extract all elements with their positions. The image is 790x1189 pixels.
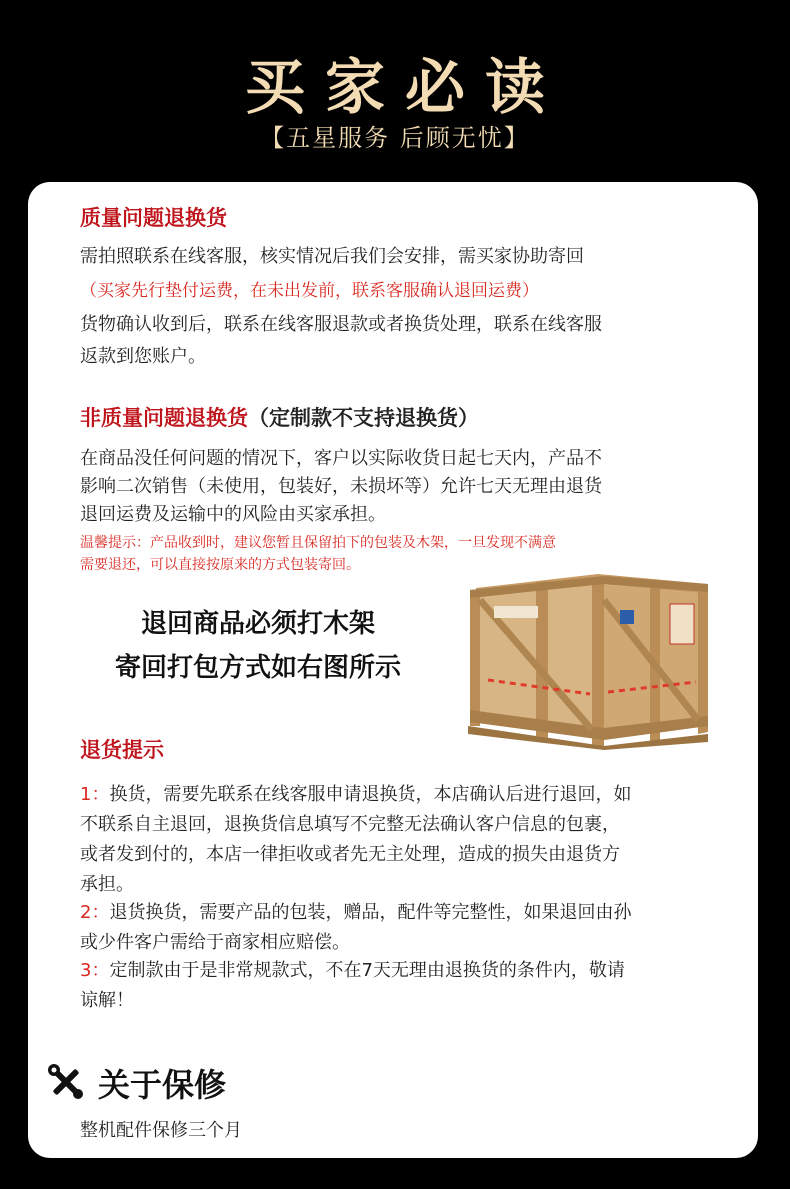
warm-tip-line-2: 需要退还，可以直接按原来的方式包装寄回。 [80, 557, 360, 573]
quality-line-2: 货物确认收到后，联系在线客服退款或者换货处理，联系在线客服 [80, 314, 602, 335]
page-subtitle: 【五星服务 后顾无忧】 [260, 124, 530, 152]
non-quality-line-1: 在商品没任何问题的情况下，客户以实际收货日起七天内，产品不 [80, 448, 602, 469]
warranty-text: 整机配件保修三个月 [80, 1120, 242, 1141]
quality-line-3: 返款到您账户。 [80, 346, 206, 367]
return-tip-2-line-1: 退货换货，需要产品的包装，赠品，配件等完整性，如果退回由孙 [109, 902, 632, 923]
return-tip-3-line-1: 定制款由于是非常规款式，不在7天无理由退换货的条件内，敬请 [109, 960, 625, 981]
return-tip-2-line-2: 或少件客户需给于商家相应赔偿。 [80, 932, 350, 953]
quality-section-title: 质量问题退换货 [80, 206, 227, 230]
return-tip-item-2 [80, 898, 740, 958]
non-quality-title-suffix: （定制款不支持退换货） [248, 406, 479, 430]
return-tip-number-3: 3： [80, 960, 110, 981]
non-quality-title-text: 非质量问题退换货 [80, 406, 248, 430]
tools-icon [46, 1062, 86, 1102]
return-tip-1-line-4: 承担。 [80, 874, 134, 895]
return-tips-title: 退货提示 [80, 738, 164, 762]
return-tip-item-1 [80, 780, 740, 900]
return-tip-number-1: 1： [80, 784, 110, 805]
packing-line-2: 寄回打包方式如右图所示 [114, 653, 401, 683]
non-quality-line-2: 影响二次销售（未使用，包装好，未损坏等）允许七天无理由退货 [80, 476, 602, 497]
packing-line-1: 退回商品必须打木架 [140, 609, 375, 639]
wooden-crate-image [458, 570, 708, 750]
return-tip-number-2: 2： [80, 902, 110, 923]
page-title: 买家必读 [245, 53, 565, 123]
quality-shipping-note: （买家先行垫付运费，在未出发前，联系客服确认退回运费） [80, 281, 539, 301]
return-tip-1-line-1: 换货，需要先联系在线客服申请退换货，本店确认后进行退回，如 [109, 784, 632, 805]
warranty-title: 关于保修 [98, 1066, 227, 1104]
warm-tip-line-1: 温馨提示：产品收到时，建议您暂且保留拍下的包装及木架，一旦发现不满意 [80, 535, 556, 551]
return-tip-1-line-2: 不联系自主退回，退换货信息填写不完整无法确认客户信息的包裹， [80, 814, 620, 835]
return-tip-1-line-3: 或者发到付的，本店一律拒收或者先无主处理，造成的损失由退货方 [80, 844, 620, 865]
quality-line-1: 需拍照联系在线客服，核实情况后我们会安排，需买家协助寄回 [80, 246, 584, 267]
notice-card [28, 182, 758, 1158]
non-quality-section-title [80, 402, 479, 432]
packing-instruction [68, 602, 448, 690]
return-tip-3-line-2: 谅解！ [80, 990, 134, 1011]
non-quality-line-3: 退回运费及运输中的风险由买家承担。 [80, 504, 386, 525]
return-tip-item-3 [80, 956, 740, 1016]
